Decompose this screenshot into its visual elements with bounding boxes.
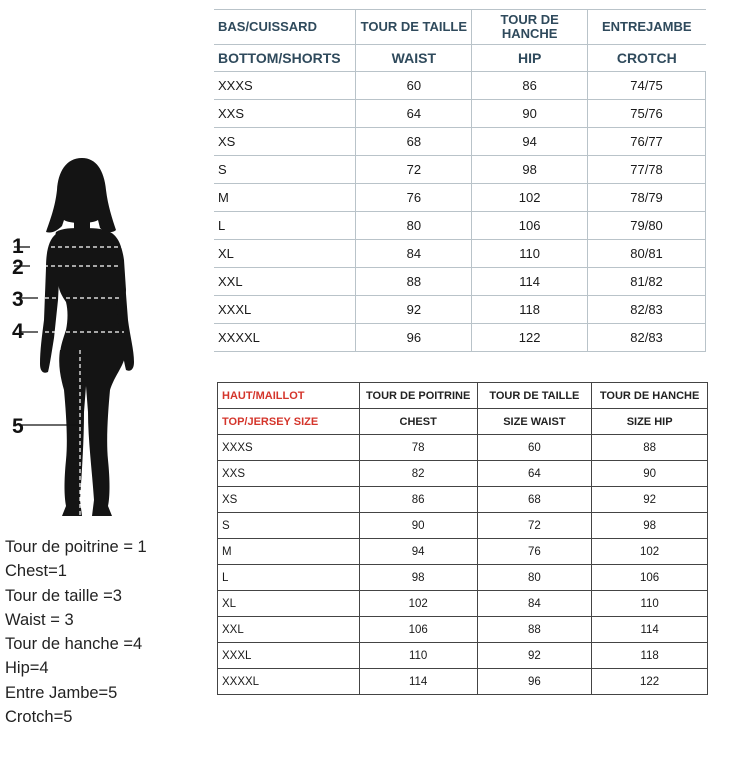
chest-cell: 86: [359, 487, 477, 513]
hip-cell: 106: [592, 565, 708, 591]
table-row: [218, 435, 708, 461]
chest-cell: 94: [359, 539, 477, 565]
crotch-cell: 77/78: [588, 156, 706, 184]
tops-header-fr-cell: TOUR DE HANCHE: [592, 383, 708, 409]
waist-cell: 72: [477, 513, 592, 539]
bottoms-header-fr-cell: BAS/CUISSARD: [214, 10, 356, 45]
legend-line: Entre Jambe=5: [5, 683, 118, 702]
waist-cell: 60: [477, 435, 592, 461]
tops-header-en-cell: CHEST: [359, 409, 477, 435]
size-cell: XXXXL: [218, 669, 360, 695]
bottoms-header-en-cell: WAIST: [356, 45, 472, 72]
hip-cell: 114: [472, 268, 588, 296]
hip-cell: 86: [472, 72, 588, 100]
table-row: [218, 513, 708, 539]
size-cell: M: [214, 184, 356, 212]
legend-line: Waist = 3: [5, 610, 74, 629]
hip-cell: 98: [472, 156, 588, 184]
marker-3: 3: [12, 288, 24, 311]
bottoms-header-fr-cell: TOUR DE TAILLE: [356, 10, 472, 45]
waist-cell: 96: [477, 669, 592, 695]
table-row: [218, 669, 708, 695]
legend-line: Tour de poitrine = 1: [5, 538, 147, 556]
size-cell: XXL: [218, 617, 360, 643]
tops-table-body: [218, 435, 708, 695]
hip-cell: 118: [592, 643, 708, 669]
size-cell: XL: [218, 591, 360, 617]
size-cell: XL: [214, 240, 356, 268]
marker-5: 5: [12, 415, 24, 438]
bottoms-header-fr-row: [214, 10, 706, 45]
waist-cell: 84: [356, 240, 472, 268]
waist-cell: 92: [356, 296, 472, 324]
tops-header-en-row: [218, 409, 708, 435]
chest-cell: 82: [359, 461, 477, 487]
hip-cell: 122: [472, 324, 588, 352]
waist-cell: 96: [356, 324, 472, 352]
hip-cell: 102: [472, 184, 588, 212]
hip-cell: 88: [592, 435, 708, 461]
size-cell: XXL: [214, 268, 356, 296]
chest-cell: 114: [359, 669, 477, 695]
waist-cell: 80: [356, 212, 472, 240]
hip-cell: 90: [472, 100, 588, 128]
chest-cell: 98: [359, 565, 477, 591]
legend-line: Hip=4: [5, 659, 49, 678]
bottoms-header-fr-cell: TOUR DE HANCHE: [472, 10, 588, 45]
size-cell: XXXS: [214, 72, 356, 100]
size-cell: XXXXL: [214, 324, 356, 352]
table-row: [214, 240, 706, 268]
size-cell: XS: [218, 487, 360, 513]
size-cell: L: [214, 212, 356, 240]
hip-cell: 92: [592, 487, 708, 513]
waist-cell: 88: [356, 268, 472, 296]
table-row: [218, 617, 708, 643]
tops-header-en-cell: SIZE WAIST: [477, 409, 592, 435]
table-row: [214, 296, 706, 324]
hip-cell: 110: [592, 591, 708, 617]
table-row: [214, 72, 706, 100]
bottoms-header-fr-cell: ENTREJAMBE: [588, 10, 706, 45]
table-row: [214, 156, 706, 184]
waist-cell: 68: [477, 487, 592, 513]
waist-cell: 80: [477, 565, 592, 591]
waist-cell: 88: [477, 617, 592, 643]
legend-line: Tour de hanche =4: [5, 635, 143, 654]
hip-cell: 114: [592, 617, 708, 643]
waist-cell: 72: [356, 156, 472, 184]
waist-cell: 64: [356, 100, 472, 128]
bottoms-header-en-cell: HIP: [472, 45, 588, 72]
tops-header-fr-cell: TOUR DE TAILLE: [477, 383, 592, 409]
waist-cell: 84: [477, 591, 592, 617]
body-silhouette-figure: [0, 150, 150, 525]
hip-cell: 106: [472, 212, 588, 240]
bottoms-header-en-row: [214, 45, 706, 72]
woman-silhouette-icon: [40, 158, 134, 516]
measurement-legend: [5, 535, 147, 729]
table-row: [214, 324, 706, 352]
waist-cell: 68: [356, 128, 472, 156]
size-cell: XS: [214, 128, 356, 156]
hip-cell: 94: [472, 128, 588, 156]
marker-4: 4: [12, 320, 24, 343]
size-cell: XXXS: [218, 435, 360, 461]
tops-header-fr-cell: HAUT/MAILLOT: [218, 383, 360, 409]
bottoms-table-body: [214, 72, 706, 352]
crotch-cell: 81/82: [588, 268, 706, 296]
crotch-cell: 78/79: [588, 184, 706, 212]
size-cell: S: [214, 156, 356, 184]
tops-header-fr-cell: TOUR DE POITRINE: [359, 383, 477, 409]
chest-cell: 110: [359, 643, 477, 669]
table-row: [218, 487, 708, 513]
hip-cell: 102: [592, 539, 708, 565]
bottoms-header-en-cell: BOTTOM/SHORTS: [214, 45, 356, 72]
size-cell: XXXL: [218, 643, 360, 669]
waist-cell: 76: [477, 539, 592, 565]
table-row: [218, 461, 708, 487]
table-row: [214, 100, 706, 128]
hip-cell: 110: [472, 240, 588, 268]
crotch-cell: 75/76: [588, 100, 706, 128]
bottoms-size-table: [214, 9, 706, 352]
tops-header-en-cell: TOP/JERSEY SIZE: [218, 409, 360, 435]
chest-cell: 90: [359, 513, 477, 539]
size-cell: L: [218, 565, 360, 591]
table-row: [214, 184, 706, 212]
table-row: [214, 268, 706, 296]
chest-cell: 78: [359, 435, 477, 461]
chest-cell: 102: [359, 591, 477, 617]
hip-cell: 90: [592, 461, 708, 487]
marker-2: 2: [12, 256, 24, 279]
hip-cell: 98: [592, 513, 708, 539]
waist-cell: 92: [477, 643, 592, 669]
table-row: [218, 591, 708, 617]
tops-header-fr-row: [218, 383, 708, 409]
marker-1: 1: [12, 235, 24, 258]
crotch-cell: 80/81: [588, 240, 706, 268]
size-cell: XXXL: [214, 296, 356, 324]
table-row: [214, 128, 706, 156]
crotch-cell: 79/80: [588, 212, 706, 240]
hip-cell: 118: [472, 296, 588, 324]
waist-cell: 76: [356, 184, 472, 212]
crotch-cell: 82/83: [588, 324, 706, 352]
table-row: [214, 212, 706, 240]
legend-line: Tour de taille =3: [5, 586, 122, 605]
bottoms-header-en-cell: CROTCH: [588, 45, 706, 72]
chest-cell: 106: [359, 617, 477, 643]
hip-cell: 122: [592, 669, 708, 695]
tops-size-table: [217, 382, 708, 695]
size-cell: XXS: [218, 461, 360, 487]
crotch-cell: 76/77: [588, 128, 706, 156]
table-row: [218, 539, 708, 565]
size-cell: M: [218, 539, 360, 565]
size-cell: XXS: [214, 100, 356, 128]
table-row: [218, 565, 708, 591]
legend-line: Crotch=5: [5, 708, 73, 727]
table-row: [218, 643, 708, 669]
crotch-cell: 82/83: [588, 296, 706, 324]
waist-cell: 64: [477, 461, 592, 487]
tops-header-en-cell: SIZE HIP: [592, 409, 708, 435]
crotch-cell: 74/75: [588, 72, 706, 100]
size-cell: S: [218, 513, 360, 539]
legend-line: Chest=1: [5, 562, 67, 581]
waist-cell: 60: [356, 72, 472, 100]
